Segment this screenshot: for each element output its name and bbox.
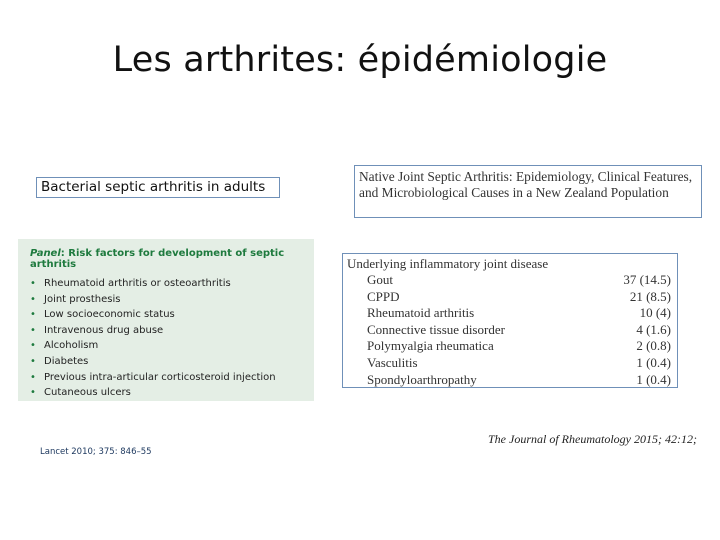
joint-disease-table [342,253,678,388]
disease-name: Gout [367,272,393,287]
disease-count: 1 (0.4) [636,371,671,387]
risk-factor-label: Intravenous drug abuse [44,324,164,336]
bullet-icon: • [30,293,36,305]
list-item [30,370,304,386]
list-item [30,323,304,339]
bullet-icon: • [30,355,36,367]
bullet-icon: • [30,324,36,336]
bullet-icon: • [30,278,36,289]
risk-factor-label: Cutaneous ulcers [44,387,131,399]
list-item [30,292,304,308]
table-row [367,305,671,322]
risk-factor-label: Joint prosthesis [44,293,121,305]
risk-factor-label: Diabetes [44,355,89,367]
rheumatology-citation: The Journal of Rheumatology 2015; 42:12; [488,432,697,446]
risk-factor-label: Low socioeconomic status [44,309,175,321]
panel-label: Panel [30,248,61,259]
disease-name: Polymyalgia rheumatica [367,338,494,354]
table-row [367,272,671,289]
disease-name: Vasculitis [367,355,418,370]
lancet-citation: Lancet 2010; 375: 846–55 [40,447,152,457]
list-item [30,338,304,354]
disease-count: 4 (1.6) [636,321,671,337]
table-row [367,338,671,355]
lancet-article-heading: Bacterial septic arthritis in adults [36,177,280,198]
bullet-icon: • [30,340,36,352]
disease-name: Connective tissue disorder [367,321,505,337]
risk-factor-label: Alcoholism [44,340,99,352]
table-row [367,289,671,306]
list-item [30,354,304,370]
disease-count: 37 (14.5) [623,272,671,287]
list-item [30,276,304,292]
table-header: Underlying inflammatory joint disease [347,256,549,271]
risk-factor-label: Rheumatoid arthritis or osteoarthritis [44,278,231,289]
list-item [30,307,304,323]
risk-factor-label: Previous intra-articular corticosteroid injection [44,371,276,383]
rheumatology-article-title: Native Joint Septic Arthritis: Epidemiology, Clinical Features, and Microbiological Causes in a New Zealand Population [354,165,702,218]
disease-name: Rheumatoid arthritis [367,305,475,321]
disease-count: 21 (8.5) [629,288,671,304]
risk-factor-list [30,276,304,401]
bullet-icon: • [30,309,36,321]
disease-name: Spondyloarthropathy [367,371,477,387]
bullet-icon: • [30,371,36,383]
panel-title-text: : Risk factors for development of septic arthritis [30,248,285,270]
table-row [367,372,671,388]
slide-title: Les arthrites: épidémiologie [112,40,608,80]
bullet-icon: • [30,387,36,399]
table-row [367,355,671,372]
disease-count: 2 (0.8) [636,338,671,354]
risk-factors-panel [18,239,314,401]
table-row [367,322,671,339]
disease-name: CPPD [367,288,400,304]
disease-count: 1 (0.4) [636,355,671,370]
disease-count: 10 (4) [639,305,671,321]
panel-title [30,248,304,270]
list-item [30,385,304,401]
